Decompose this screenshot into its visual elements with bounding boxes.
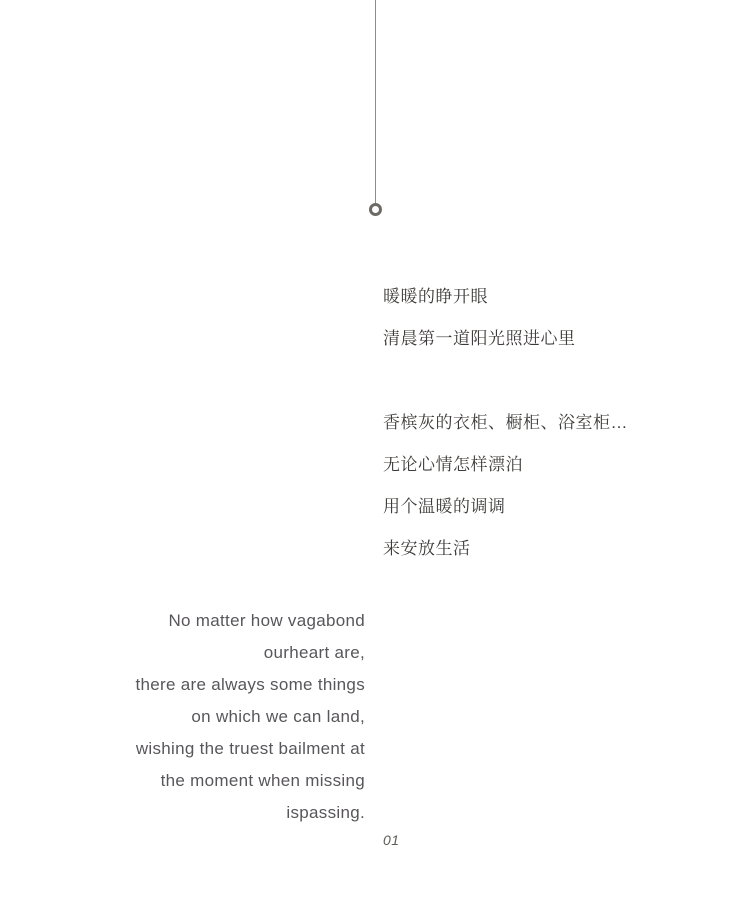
english-verse-line: there are always some things	[135, 675, 365, 694]
english-verse-line: ourheart are,	[263, 643, 365, 662]
english-verse-line: on which we can land,	[191, 707, 365, 726]
vertical-rule-divider	[375, 0, 376, 203]
chinese-verse-line: 暖暖的睁开眼	[383, 287, 488, 306]
stanza-spacer	[383, 360, 723, 402]
chinese-verse-block	[383, 276, 723, 570]
chinese-verse-line: 来安放生活	[383, 539, 471, 558]
english-verse-line: the moment when missing	[160, 771, 365, 790]
english-verse-line: No matter how vagabond	[168, 611, 365, 630]
english-verse-line: wishing the truest bailment at	[135, 739, 365, 758]
chinese-verse-line: 清晨第一道阳光照进心里	[383, 329, 576, 348]
chinese-verse-line: 香槟灰的衣柜、橱柜、浴室柜…	[383, 413, 628, 432]
chinese-verse-line: 无论心情怎样漂泊	[383, 455, 523, 474]
chinese-verse-line: 用个温暖的调调	[383, 497, 506, 516]
ring-marker-icon	[369, 203, 382, 216]
page-number: 01	[383, 832, 400, 848]
english-verse-block	[40, 605, 365, 829]
english-verse-line: ispassing.	[286, 803, 365, 822]
